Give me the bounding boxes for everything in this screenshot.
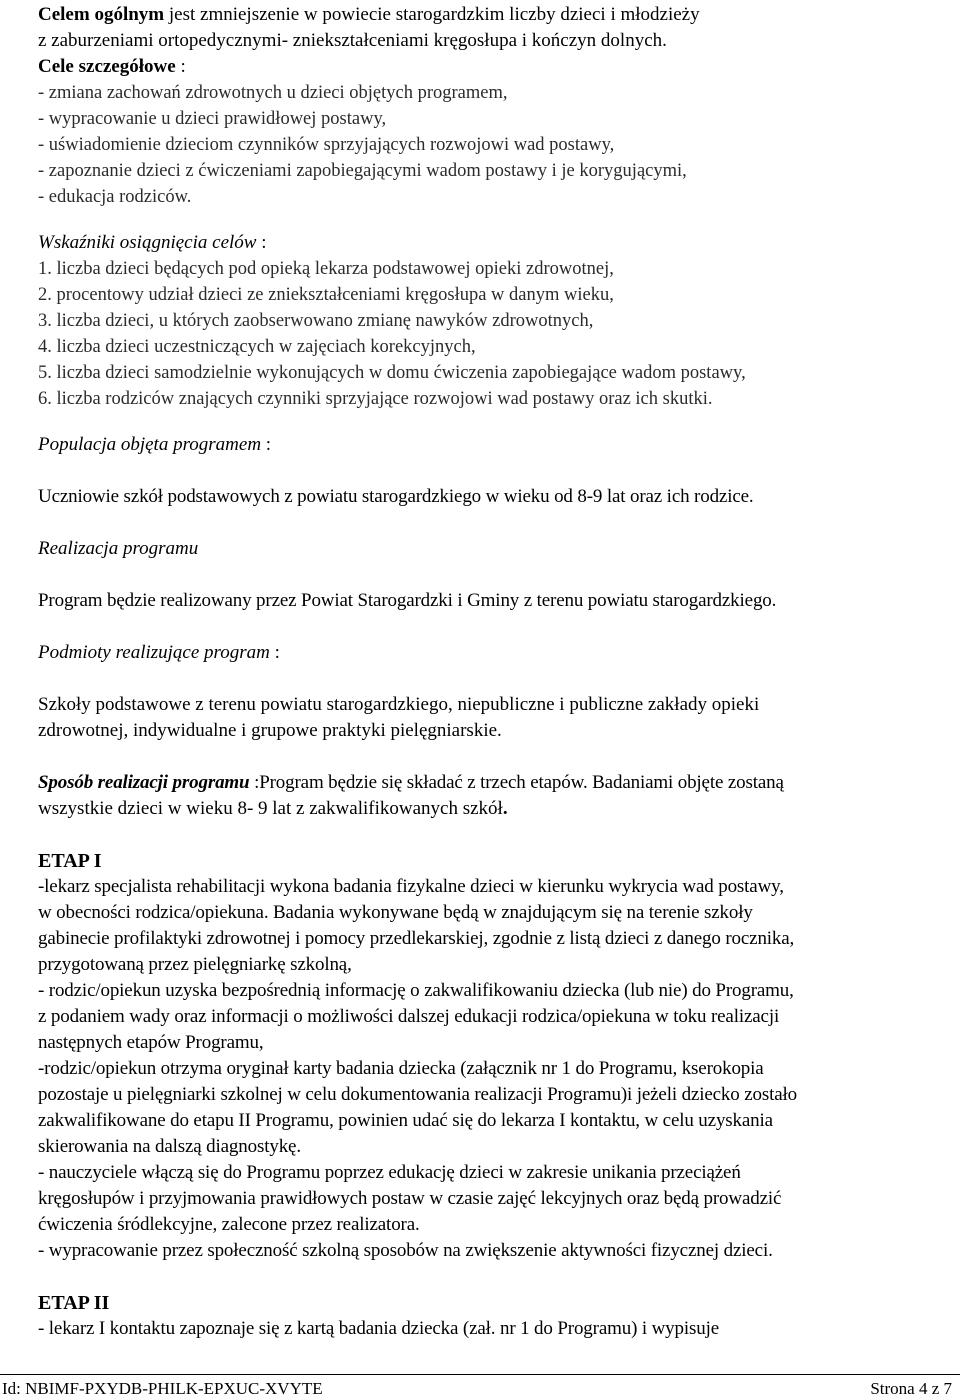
spacer bbox=[38, 666, 950, 692]
spacer bbox=[38, 822, 950, 848]
etap1-line: pozostaje u pielęgniarki szkolnej w celu dokumentowania realizacji Programu)i jeżeli dziecko zostało bbox=[38, 1084, 797, 1105]
etap1-heading bbox=[38, 848, 950, 874]
goal-label: Celem ogólnym bbox=[38, 4, 165, 25]
etap2-heading bbox=[38, 1290, 950, 1316]
etap1-line: z podaniem wady oraz informacji o możliwości dalszej edukacji rodzica/opiekuna w toku realizacji bbox=[38, 1006, 780, 1027]
method-text-2: wszystkie dzieci w wieku 8- 9 lat z zakwalifikowanych szkół bbox=[38, 798, 503, 819]
spacer bbox=[38, 1264, 950, 1290]
specific-goals-label: Cele szczegółowe bbox=[38, 56, 176, 77]
indicators-heading: Wskaźniki osiągnięcia celów : bbox=[38, 232, 267, 253]
etap1-line: ćwiczenia śródlekcyjne, zalecone przez realizatora. bbox=[38, 1214, 420, 1235]
population-heading: Populacja objęta programem : bbox=[38, 434, 272, 455]
document-id: Id: NBIMF-PXYDB-PHILK-EPXUC-XVYTE bbox=[2, 1379, 323, 1398]
method-line-1 bbox=[38, 770, 950, 796]
specific-goal-item: - zapoznanie dzieci z ćwiczeniami zapobiegającymi wadom postawy i je korygującymi, bbox=[38, 161, 687, 181]
specific-goal-item: - wypracowanie u dzieci prawidłowej postawy, bbox=[38, 109, 387, 129]
indicators-label: Wskaźniki osiągnięcia celów bbox=[38, 232, 257, 253]
etap1-line: -rodzic/opiekun otrzyma oryginał karty badania dziecka (załącznik nr 1 do Programu, kserokopia bbox=[38, 1058, 764, 1079]
goal-text-2: z zaburzeniami ortopedycznymi- zniekształceniami kręgosłupa i kończyn dolnych. bbox=[38, 30, 667, 51]
etap1-line: skierowania na dalszą diagnostykę. bbox=[38, 1136, 301, 1157]
indicator-item: 5. liczba dzieci samodzielnie wykonujących w domu ćwiczenia zapobiegające wadom postawy, bbox=[38, 363, 746, 383]
spacer bbox=[38, 562, 950, 588]
etap1-line: -lekarz specjalista rehabilitacji wykona badania fizykalne dzieci w kierunku wykrycia wad postawy, bbox=[38, 876, 784, 897]
entities-text-line: zdrowotnej, indywidualne i grupowe praktyki pielęgniarskie. bbox=[38, 720, 502, 741]
page-number: Strona 4 z 7 bbox=[870, 1379, 952, 1398]
spacer bbox=[38, 210, 950, 230]
method-line-2: wszystkie dzieci w wieku 8- 9 lat z zakwalifikowanych szkół. bbox=[38, 798, 508, 819]
indicator-item: 4. liczba dzieci uczestniczących w zajęciach korekcyjnych, bbox=[38, 337, 476, 357]
etap1-line: następnych etapów Programu, bbox=[38, 1032, 264, 1053]
method-label: Sposób realizacji programu bbox=[38, 772, 250, 793]
goal-text-1: jest zmniejszenie w powiecie starogardzkim liczby dzieci i młodzieży bbox=[164, 4, 700, 25]
specific-goals-heading: Cele szczegółowe : bbox=[38, 56, 186, 77]
etap1-line: zakwalifikowane do etapu II Programu, powinien udać się do lekarza I kontaktu, w celu uzyskania bbox=[38, 1110, 773, 1131]
specific-goal-item: - edukacja rodziców. bbox=[38, 187, 192, 207]
indicator-item: 2. procentowy udział dzieci ze zniekształceniami kręgosłupa w danym wieku, bbox=[38, 285, 614, 305]
indicator-item: 1. liczba dzieci będących pod opieką lekarza podstawowej opieki zdrowotnej, bbox=[38, 259, 614, 279]
etap1-line: przygotowaną przez pielęgniarkę szkolną, bbox=[38, 954, 352, 975]
spacer bbox=[38, 744, 950, 770]
etap2-label: ETAP II bbox=[38, 1292, 110, 1314]
etap1-line: - rodzic/opiekun uzyska bezpośrednią informację o zakwalifikowaniu dziecka (lub nie) do Programu, bbox=[38, 980, 794, 1001]
spacer bbox=[38, 510, 950, 536]
realization-label: Realizacja programu bbox=[38, 538, 199, 559]
goal-line-1 bbox=[38, 2, 950, 28]
etap1-label: ETAP I bbox=[38, 850, 102, 872]
realization-heading bbox=[38, 536, 950, 562]
spacer bbox=[38, 412, 950, 432]
document-page bbox=[38, 2, 950, 1342]
indicator-item: 6. liczba rodziców znających czynniki sprzyjające rozwojowi wad postawy oraz ich skutki. bbox=[38, 389, 713, 409]
entities-label: Podmioty realizujące program bbox=[38, 642, 270, 663]
entities-text-line: Szkoły podstawowe z terenu powiatu starogardzkiego, niepubliczne i publiczne zakłady opieki bbox=[38, 694, 760, 715]
spacer bbox=[38, 614, 950, 640]
population-text: Uczniowie szkół podstawowych z powiatu starogardzkiego w wieku od 8-9 lat oraz ich rodzice. bbox=[38, 486, 754, 507]
population-label: Populacja objęta programem bbox=[38, 434, 262, 455]
etap1-line: - wypracowanie przez społeczność szkolną sposobów na zwiększenie aktywności fizycznej dzieci. bbox=[38, 1240, 773, 1261]
footer-divider bbox=[0, 1374, 960, 1375]
spacer bbox=[38, 458, 950, 484]
specific-goal-item: - zmiana zachowań zdrowotnych u dzieci objętych programem, bbox=[38, 83, 508, 103]
etap1-line: kręgosłupów i przyjmowania prawidłowych postaw w czasie zajęć lekcyjnych oraz będą prowadzić bbox=[38, 1188, 782, 1209]
entities-heading: Podmioty realizujące program : bbox=[38, 642, 280, 663]
specific-goal-item: - uświadomienie dzieciom czynników sprzyjających rozwojowi wad postawy, bbox=[38, 135, 615, 155]
indicator-item: 3. liczba dzieci, u których zaobserwowano zmianę nawyków zdrowotnych, bbox=[38, 311, 594, 331]
etap1-line: gabinecie profilaktyki zdrowotnej i pomocy przedlekarskiej, zgodnie z listą dzieci z danego rocznika, bbox=[38, 928, 795, 949]
etap1-line: - nauczyciele włączą się do Programu poprzez edukację dzieci w zakresie unikania przeciążeń bbox=[38, 1162, 741, 1183]
etap2-line: - lekarz I kontaktu zapoznaje się z kartą badania dziecka (zał. nr 1 do Programu) i wypisuje bbox=[38, 1318, 719, 1339]
method-text-1: :Program będzie się składać z trzech etapów. Badaniami objęte zostaną bbox=[249, 772, 784, 793]
realization-text: Program będzie realizowany przez Powiat Starogardzki i Gminy z terenu powiatu starogardzkiego. bbox=[38, 590, 777, 611]
etap1-line: w obecności rodzica/opiekuna. Badania wykonywane będą w znajdującym się na terenie szkoły bbox=[38, 902, 753, 923]
